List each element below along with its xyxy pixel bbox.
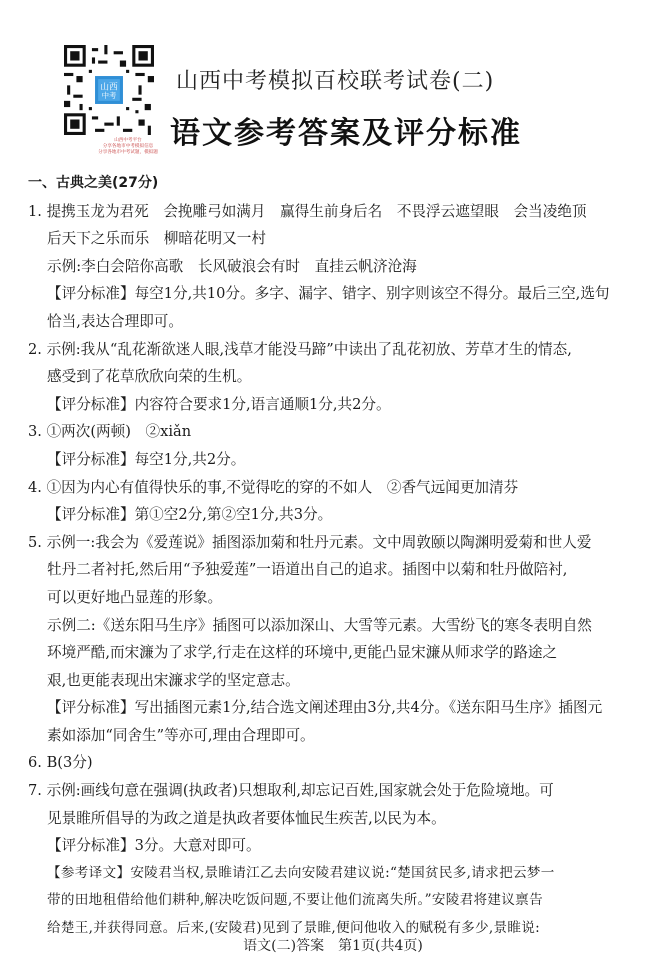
scoring-criteria: 【评分标准】3分。大意对即可。 — [47, 837, 261, 855]
answer-line: 3. ①两次(两顿) ②xiǎn — [28, 423, 192, 441]
answer-content — [28, 170, 634, 943]
answer-line: 艰,也更能表现出宋濂求学的坚定意志。 — [47, 671, 300, 689]
qr-code-icon — [64, 45, 154, 135]
svg-text:中考: 中考 — [101, 90, 117, 100]
exam-subtitle: 山西中考模拟百校联考试卷(二) — [176, 69, 495, 94]
scoring-criteria: 【评分标准】内容符合要求1分,语言通顺1分,共2分。 — [47, 395, 391, 413]
page-title: 语文参考答案及评分标准 — [170, 116, 522, 151]
answer-line: 7. 示例:画线句意在强调(执政者)只想取利,却忘记百姓,国家就会处于危险境地。可 — [28, 782, 554, 800]
answer-line: 示例二:《送东阳马生序》插图可以添加深山、大雪等元素。大雪纷飞的寒冬表明自然 — [47, 616, 592, 634]
answer-line: 示例:李白会陪你高歌 长风破浪会有时 直挂云帆济沧海 — [47, 257, 417, 275]
answer-line: 2. 示例:我从“乱花渐欲迷人眼,浅草才能没马蹄”中读出了乱花初放、芳草才生的情态, — [28, 340, 572, 358]
answer-line: 恰当,表达合理即可。 — [47, 312, 183, 330]
scoring-criteria: 【评分标准】写出插图元素1分,结合选文阐述理由3分,共4分。《送东阳马生序》插图元 — [47, 699, 603, 717]
section-heading: 一、古典之美(27分) — [28, 175, 159, 191]
qr-caption-line: 分享各地市中考试题，模拟题 — [98, 150, 158, 155]
qr-caption-line: 山西中考平台 — [114, 138, 142, 143]
svg-text:山西: 山西 — [100, 82, 118, 93]
scoring-criteria: 【评分标准】第①空2分,第②空1分,共3分。 — [47, 506, 333, 524]
answer-line: 6. B(3分) — [28, 754, 93, 772]
answer-line: 1. 提携玉龙为君死 会挽雕弓如满月 赢得生前身后名 不畏浮云遮望眼 会当凌绝顶 — [28, 202, 587, 220]
answer-line: 4. ①因为内心有值得快乐的事,不觉得吃的穿的不如人 ②香气远闻更加清芬 — [28, 478, 519, 496]
answer-line: 后天下之乐而乐 柳暗花明又一村 — [47, 230, 266, 248]
answer-line: 见景睢所倡导的为政之道是执政者要体恤民生疾苦,以民为本。 — [47, 809, 446, 827]
translation-line: 给楚王,并获得同意。后来,(安陵君)见到了景睢,便问他收入的赋税有多少,景睢说: — [47, 920, 541, 937]
answer-line: 感受到了花草欣欣向荣的生机。 — [47, 368, 252, 386]
answer-line: 牡丹二者衬托,然后用“予独爱莲”一语道出自己的追求。插图中以菊和牡丹做陪衬, — [47, 561, 568, 579]
answer-line: 5. 示例一:我会为《爱莲说》插图添加菊和牡丹元素。文中周敦颐以陶渊明爱菊和世人爱 — [28, 533, 592, 551]
translation-line: 【参考译文】安陵君当权,景睢请江乙去向安陵君建议说:“楚国贫民多,请求把云梦一 — [47, 864, 555, 881]
scoring-criteria: 【评分标准】每空1分,共2分。 — [47, 450, 246, 468]
translation-line: 带的田地租借给他们耕种,解决吃饭问题,不要让他们流离失所。”安陵君将建议禀告 — [47, 892, 543, 909]
scoring-criteria: 【评分标准】每空1分,共10分。多字、漏字、错字、别字则该空不得分。最后三空,选句 — [47, 285, 610, 303]
page-footer: 语文(二)答案 第1页(共4页) — [243, 938, 423, 954]
answer-line: 可以更好地凸显莲的形象。 — [47, 588, 223, 606]
answer-line: 素如添加“同舍生”等亦可,理由合理即可。 — [47, 726, 315, 744]
document-header — [0, 0, 666, 170]
answer-line: 环境严酷,而宋濂为了求学,行走在这样的环境中,更能凸显宋濂从师求学的路途之 — [47, 644, 558, 662]
qr-caption-line: 分享各地市中考模拟信息 — [102, 144, 154, 149]
